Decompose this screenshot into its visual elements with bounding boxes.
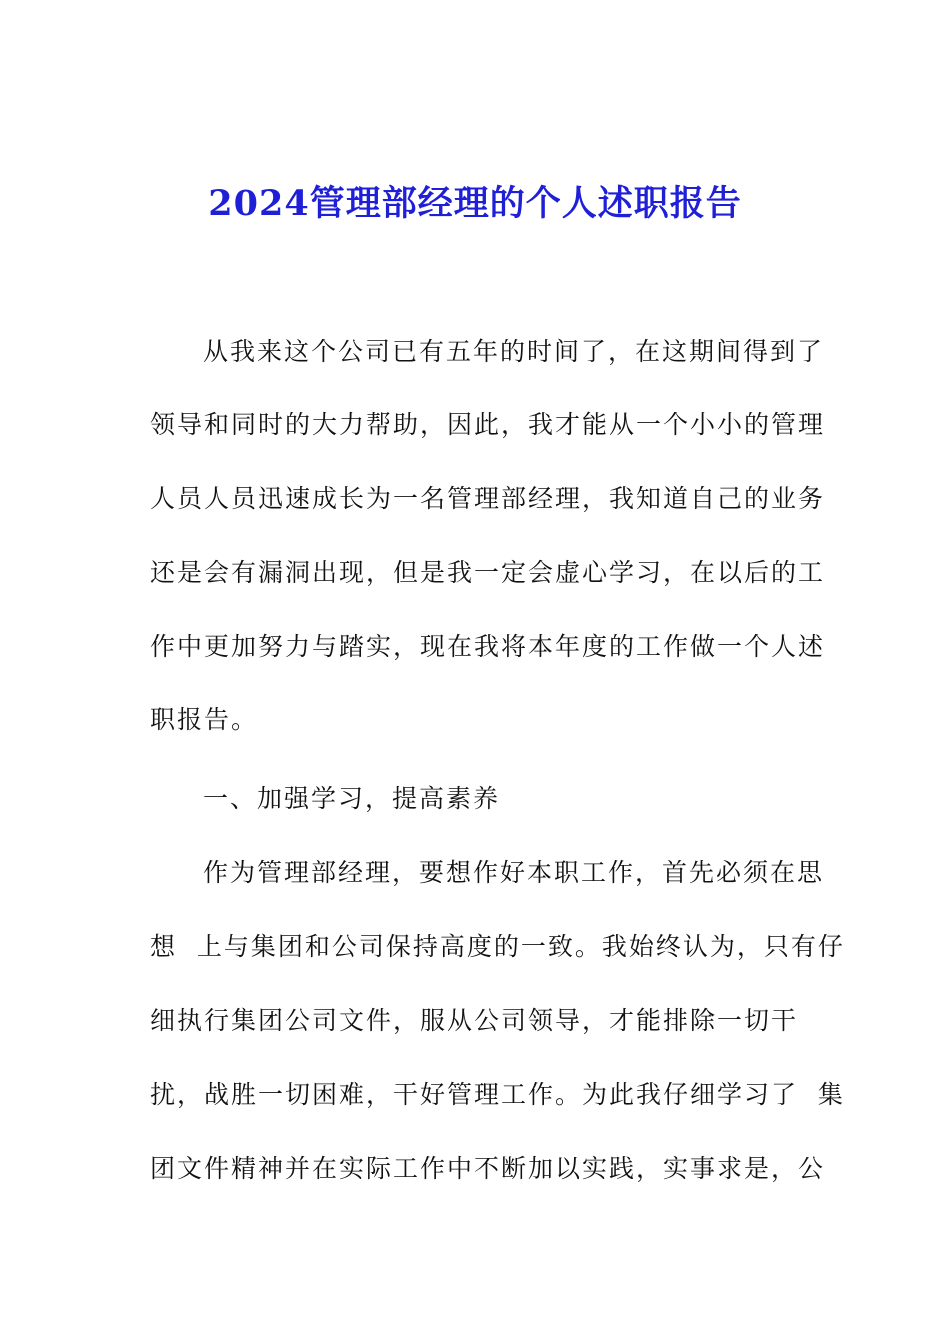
paragraph-line: 人员人员迅速成长为一名管理部经理，我知道自己的业务 bbox=[150, 484, 826, 513]
document-title: 2024管理部经理的个人述职报告 bbox=[208, 183, 742, 224]
paragraph-line: 作中更加努力与踏实，现在我将本年度的工作做一个人述 bbox=[150, 632, 826, 661]
paragraph-line: 作为管理部经理，要想作好本职工作，首先必须在思 bbox=[203, 858, 825, 887]
paragraph-line: 还是会有漏洞出现，但是我一定会虚心学习，在以后的工 bbox=[150, 558, 826, 587]
paragraph-line: 扰，战胜一切困难，干好管理工作。为此我仔细学习了 集 bbox=[150, 1080, 845, 1109]
paragraph-line: 领导和同时的大力帮助，因此，我才能从一个小小的管理 bbox=[150, 410, 826, 439]
paragraph-line: 从我来这个公司已有五年的时间了，在这期间得到了 bbox=[203, 337, 825, 366]
paragraph-line: 职报告。 bbox=[150, 705, 259, 734]
paragraph-line: 细执行集团公司文件，服从公司领导，才能排除一切干 bbox=[150, 1006, 799, 1035]
section-heading: 一、加强学习，提高素养 bbox=[203, 784, 501, 813]
paragraph-line: 团文件精神并在实际工作中不断加以实践，实事求是，公 bbox=[150, 1154, 826, 1183]
paragraph-line: 想 上与集团和公司保持高度的一致。我始终认为，只有仔 bbox=[150, 932, 845, 961]
